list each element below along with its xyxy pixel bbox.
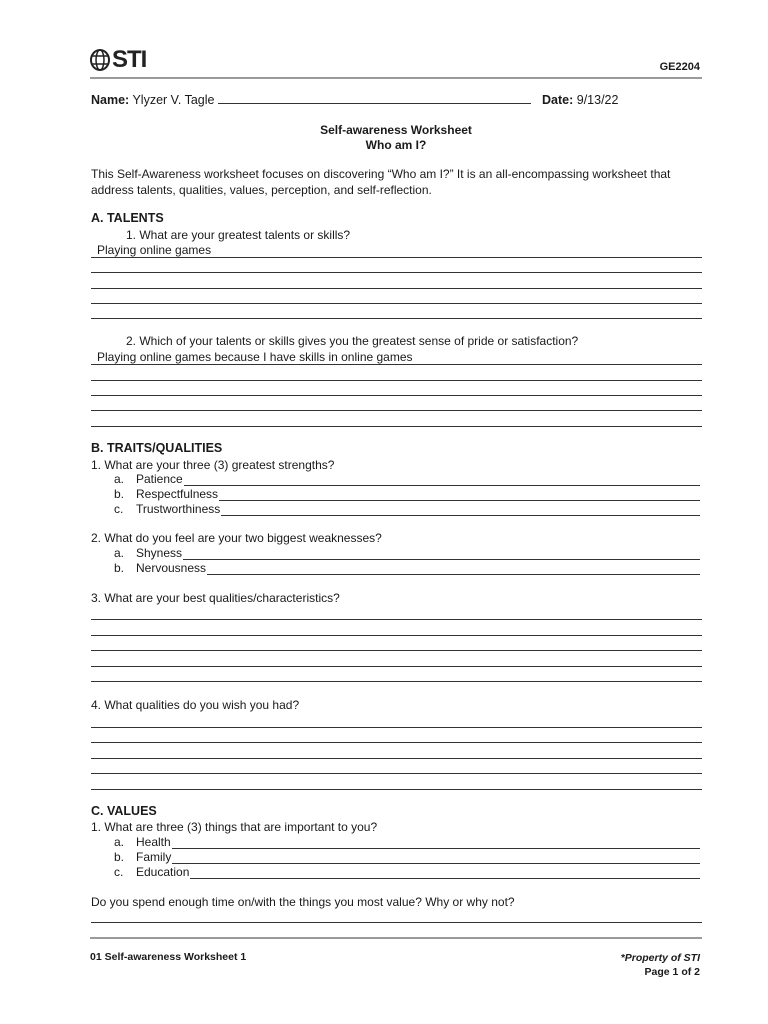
option-label: c. <box>114 502 124 516</box>
worksheet-subtitle: Who am I? <box>365 138 427 152</box>
answer-line <box>91 272 702 273</box>
answer-line <box>91 380 702 381</box>
option-row <box>114 487 700 501</box>
question-b2: 2. What do you feel are your two biggest weaknesses? <box>91 531 382 545</box>
option-label: a. <box>114 835 125 849</box>
question-a2: 2. Which of your talents or skills gives you the greatest sense of pride or satisfaction? <box>126 334 579 348</box>
answer-line <box>91 288 702 289</box>
option-underline <box>172 837 700 849</box>
option-text: Shyness <box>136 546 183 560</box>
answer-line <box>91 364 702 365</box>
name-value: Ylyzer V. Tagle <box>132 93 215 107</box>
option-row <box>114 502 700 516</box>
sti-logo <box>90 46 146 74</box>
globe-icon <box>90 49 110 71</box>
date-row <box>542 93 618 107</box>
answer-line <box>91 727 702 728</box>
answer-line <box>91 257 702 258</box>
name-label: Name: <box>91 93 130 107</box>
option-underline <box>221 504 700 516</box>
date-value: 9/13/22 <box>576 93 619 107</box>
answer-line <box>91 410 702 411</box>
option-text: Respectfulness <box>136 487 219 501</box>
option-underline <box>190 867 700 879</box>
option-text: Patience <box>136 472 183 486</box>
answer-line <box>91 922 702 923</box>
answer-line <box>91 303 702 304</box>
option-underline <box>207 563 700 575</box>
worksheet-title: Self-awareness Worksheet <box>320 123 472 137</box>
answer-line <box>91 318 702 319</box>
header-divider <box>90 77 702 79</box>
option-row <box>114 472 700 486</box>
answer-line <box>91 773 702 774</box>
section-b-heading: B. TRAITS/QUALITIES <box>91 441 223 455</box>
answer-line <box>91 619 702 620</box>
option-text: Trustworthiness <box>136 502 221 516</box>
answer-a2: Playing online games because I have skills in online games <box>97 350 413 364</box>
option-label: c. <box>114 865 124 879</box>
answer-line <box>91 635 702 636</box>
name-row <box>91 93 531 107</box>
option-label: a. <box>114 546 125 560</box>
option-text: Family <box>136 850 172 864</box>
section-c-heading: C. VALUES <box>91 804 157 818</box>
question-c2: Do you spend enough time on/with the things you most value? Why or why not? <box>91 895 515 909</box>
answer-line <box>91 789 702 790</box>
question-b1: 1. What are your three (3) greatest strengths? <box>91 458 335 472</box>
answer-line <box>91 666 702 667</box>
option-row <box>114 835 700 849</box>
answer-a1: Playing online games <box>97 243 212 257</box>
intro-paragraph: This Self-Awareness worksheet focuses on discovering “Who am I?” It is an all-encompassing worksheet that address talents, qualities, values, perception, and self-reflection. <box>91 167 671 197</box>
question-b4: 4. What qualities do you wish you had? <box>91 698 300 712</box>
option-row <box>114 865 700 879</box>
answer-line <box>91 426 702 427</box>
answer-line <box>91 395 702 396</box>
option-underline <box>184 474 700 486</box>
course-code: GE2204 <box>659 61 700 73</box>
footer-divider <box>90 937 702 939</box>
answer-line <box>91 758 702 759</box>
option-label: b. <box>114 561 125 575</box>
answer-line <box>91 681 702 682</box>
option-label: a. <box>114 472 125 486</box>
option-text: Education <box>136 865 190 879</box>
option-row <box>114 850 700 864</box>
name-underline <box>218 103 531 104</box>
question-a1: 1. What are your greatest talents or skills? <box>126 228 351 242</box>
logo-text: STI <box>112 46 147 73</box>
date-label: Date: <box>542 93 574 107</box>
footer-document-title: 01 Self-awareness Worksheet 1 <box>90 951 247 963</box>
option-underline <box>219 489 700 501</box>
option-row <box>114 561 700 575</box>
option-text: Nervousness <box>136 561 207 575</box>
option-underline <box>172 852 700 864</box>
property-notice: *Property of STI <box>620 952 700 964</box>
option-label: b. <box>114 850 125 864</box>
section-a-heading: A. TALENTS <box>91 211 164 225</box>
option-underline <box>183 548 700 560</box>
answer-line <box>91 650 702 651</box>
option-label: b. <box>114 487 125 501</box>
option-text: Health <box>136 835 171 849</box>
answer-line <box>91 742 702 743</box>
question-c1: 1. What are three (3) things that are important to you? <box>91 820 378 834</box>
page-number: Page 1 of 2 <box>644 966 700 978</box>
question-b3: 3. What are your best qualities/characteristics? <box>91 591 340 605</box>
option-row <box>114 546 700 560</box>
footer-right <box>621 951 700 979</box>
